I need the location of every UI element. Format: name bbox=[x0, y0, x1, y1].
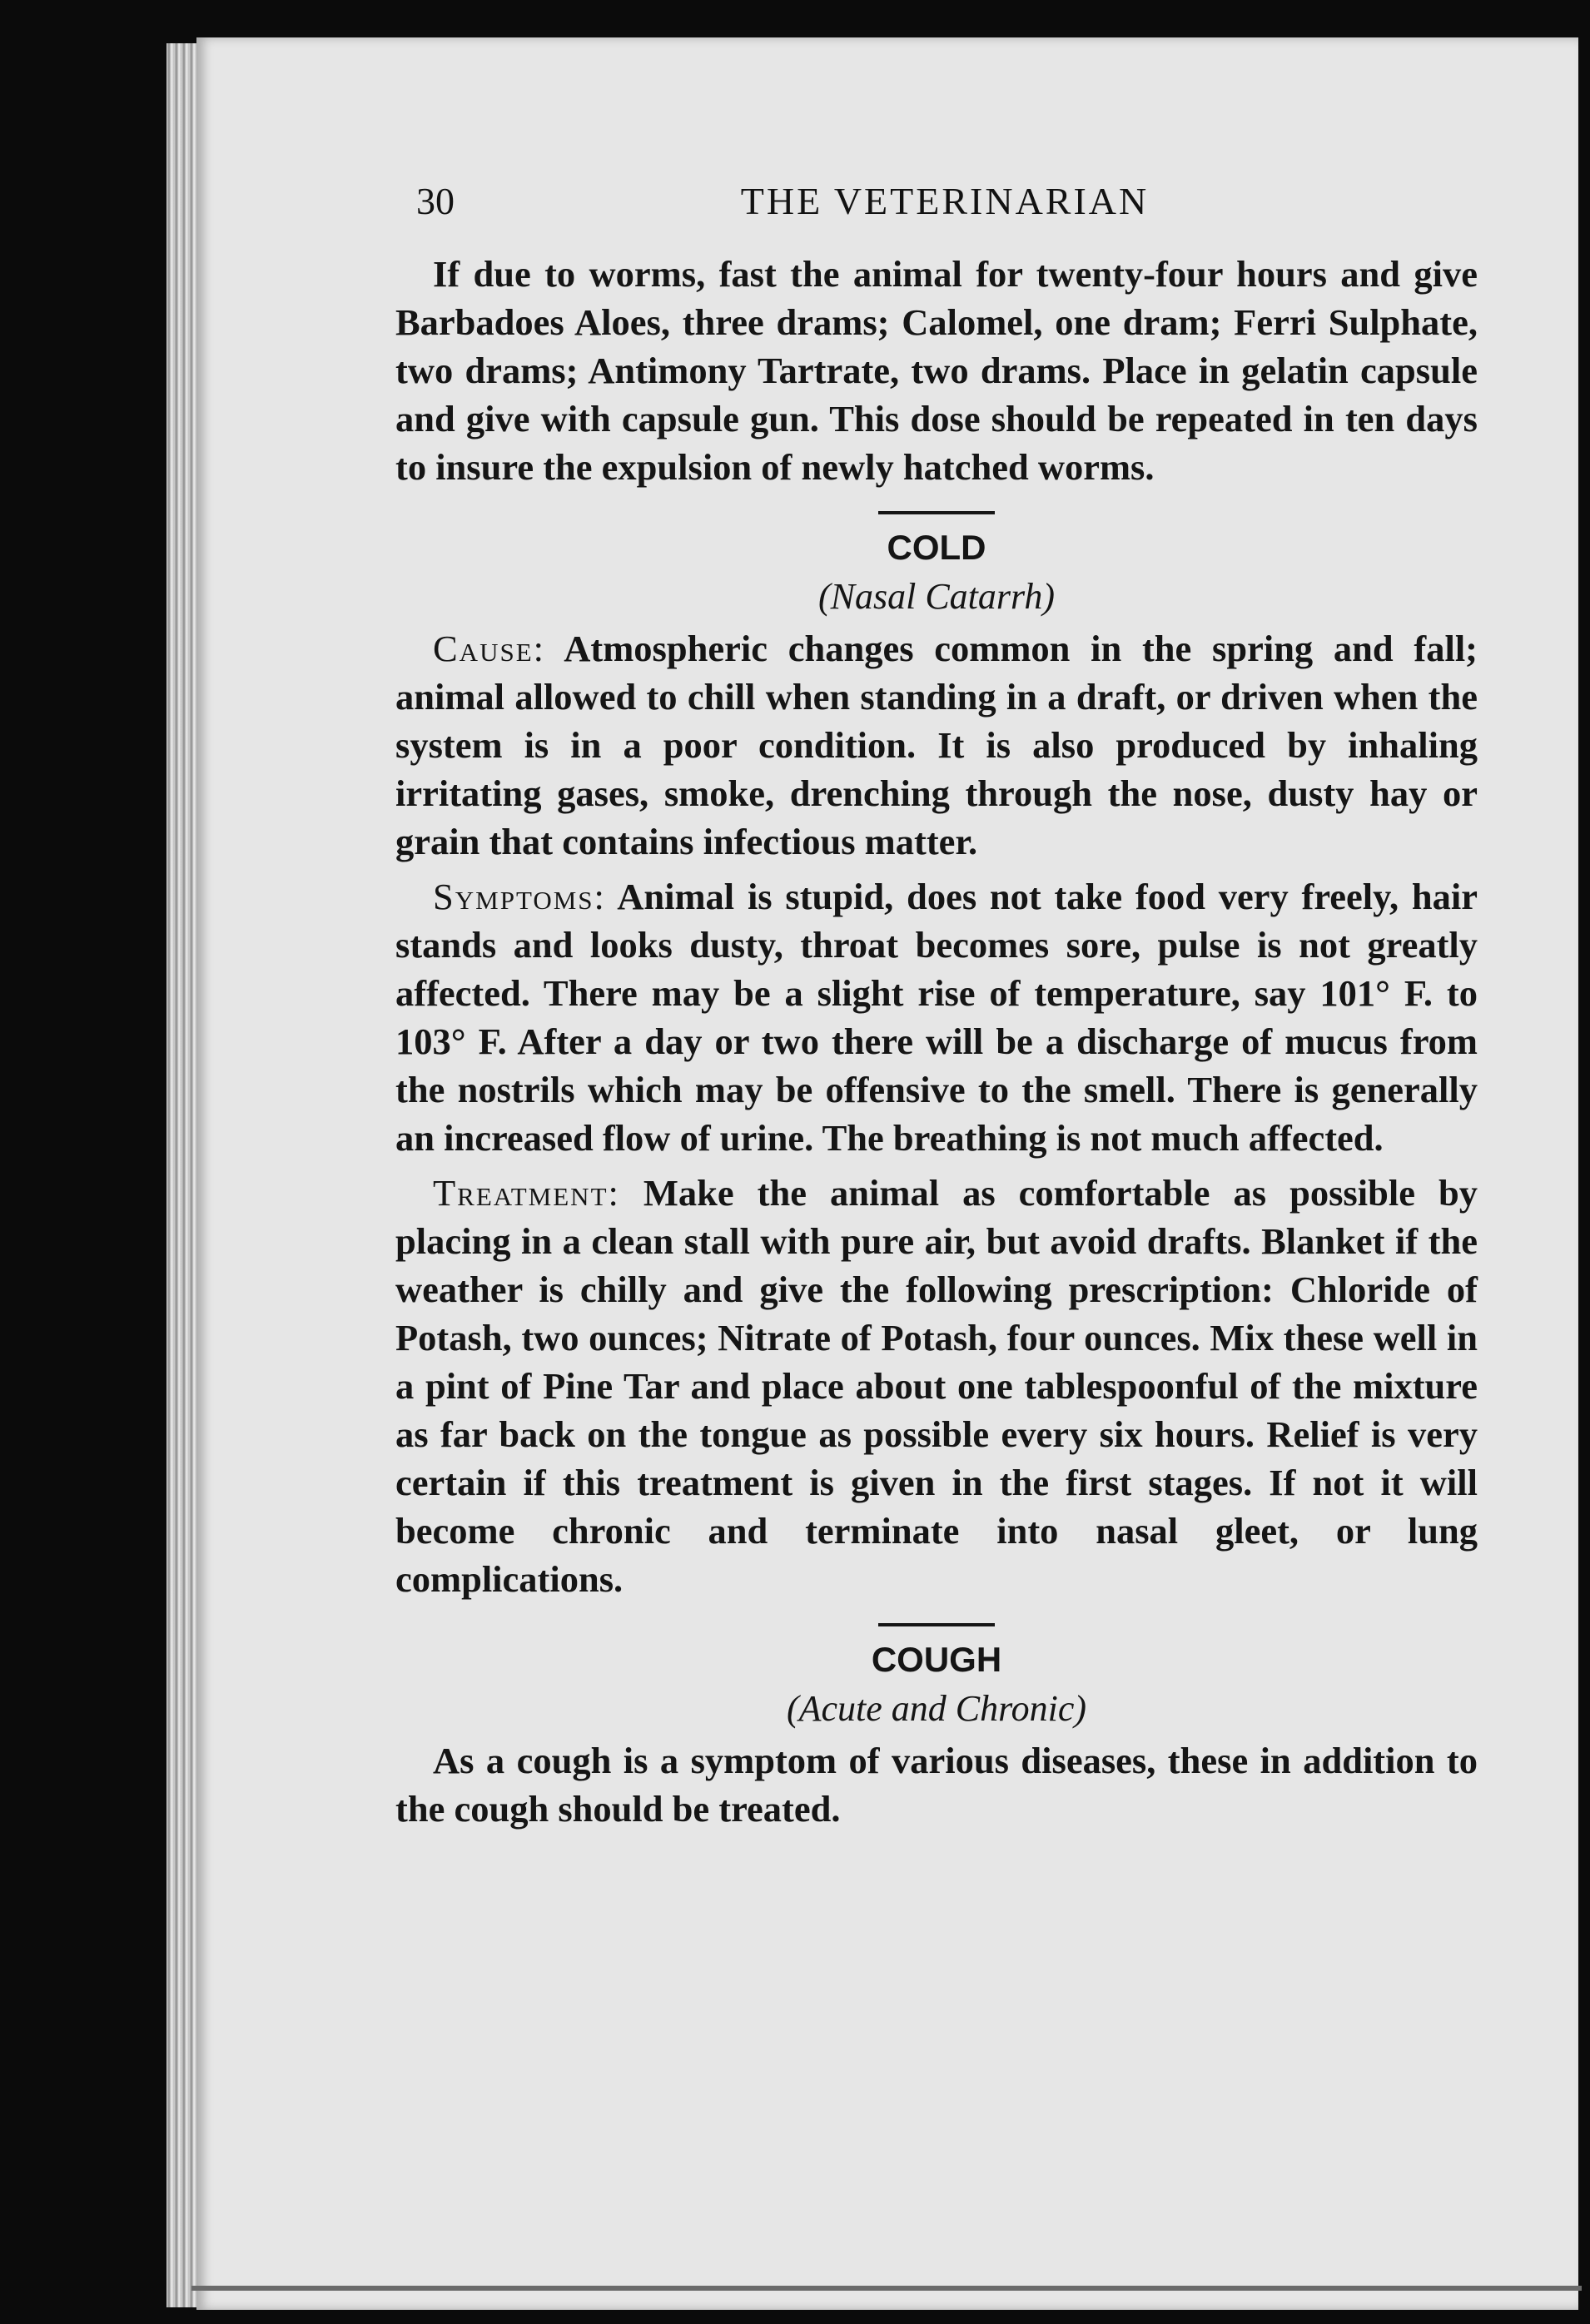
page-stack-edges bbox=[166, 43, 200, 2307]
symptoms-label: Symptoms: bbox=[433, 876, 606, 917]
cough-subtitle: (Acute and Chronic) bbox=[786, 1688, 1087, 1729]
symptoms-text: Animal is stupid, does not take food very freely, hair stands and looks dusty, throat becomes sore, pulse is not greatly affected. There may be a slight rise of temperature, say 101° F. to 103° F. After a day or two there will be a discharge of mucus from the nostrils which may be offensive to the smell. There is generally an increased flow of urine. The breathing is not much affected. bbox=[395, 876, 1478, 1159]
cold-subtitle: (Nasal Catarrh) bbox=[817, 576, 1056, 617]
section-divider bbox=[878, 1623, 995, 1626]
cold-title: COLD bbox=[887, 528, 986, 567]
cause-text: Atmospheric changes common in the spring and fall; animal allowed to chill when standing in a draft, or driven when the system is in a poor condition. It is also produced by inhaling irritating gases, smoke, drenching through the nose, dusty hay or grain that contains infectious matter. bbox=[395, 628, 1478, 862]
cough-paragraph: As a cough is a symptom of various diseases, these in addition to the cough should be treated. bbox=[395, 1740, 1478, 1830]
page-bottom-edge bbox=[191, 2286, 1582, 2291]
symptoms-paragraph bbox=[395, 872, 1478, 1162]
cause-paragraph bbox=[395, 624, 1478, 866]
intro-paragraph: If due to worms, fast the animal for twenty-four hours and give Barbadoes Aloes, three drams; Calomel, one dram; Ferri Sulphate, two drams; Antimony Tartrate, two drams. Place in gelatin capsule and give with capsule gun. This dose should be repeated in ten days to insure the expulsion of newly hatched worms. bbox=[395, 253, 1478, 488]
treatment-label: Treatment: bbox=[433, 1172, 620, 1214]
page-header bbox=[416, 179, 1473, 229]
section-divider bbox=[878, 511, 995, 514]
treatment-text: Make the animal as comfortable as possible by placing in a clean stall with pure air, but avoid drafts. Blanket if the weather is chilly and give the following prescription: Chloride of Potash, two ounces; Nitrate of Potash, four ounces. Mix these well in a pint of Pine Tar and place about one tablespoonful of the mixture as far back on the tongue as possible every six hours. Relief is very certain if this treatment is given in the first stages. If not it will become chronic and terminate into nasal gleet, or lung complications. bbox=[395, 1172, 1478, 1600]
running-head: THE VETERINARIAN bbox=[740, 180, 1150, 222]
treatment-paragraph bbox=[395, 1169, 1478, 1603]
body-text bbox=[395, 250, 1478, 1840]
page-number: 30 bbox=[416, 180, 455, 222]
cough-title: COUGH bbox=[871, 1640, 1002, 1679]
cause-label: Cause: bbox=[433, 628, 545, 669]
